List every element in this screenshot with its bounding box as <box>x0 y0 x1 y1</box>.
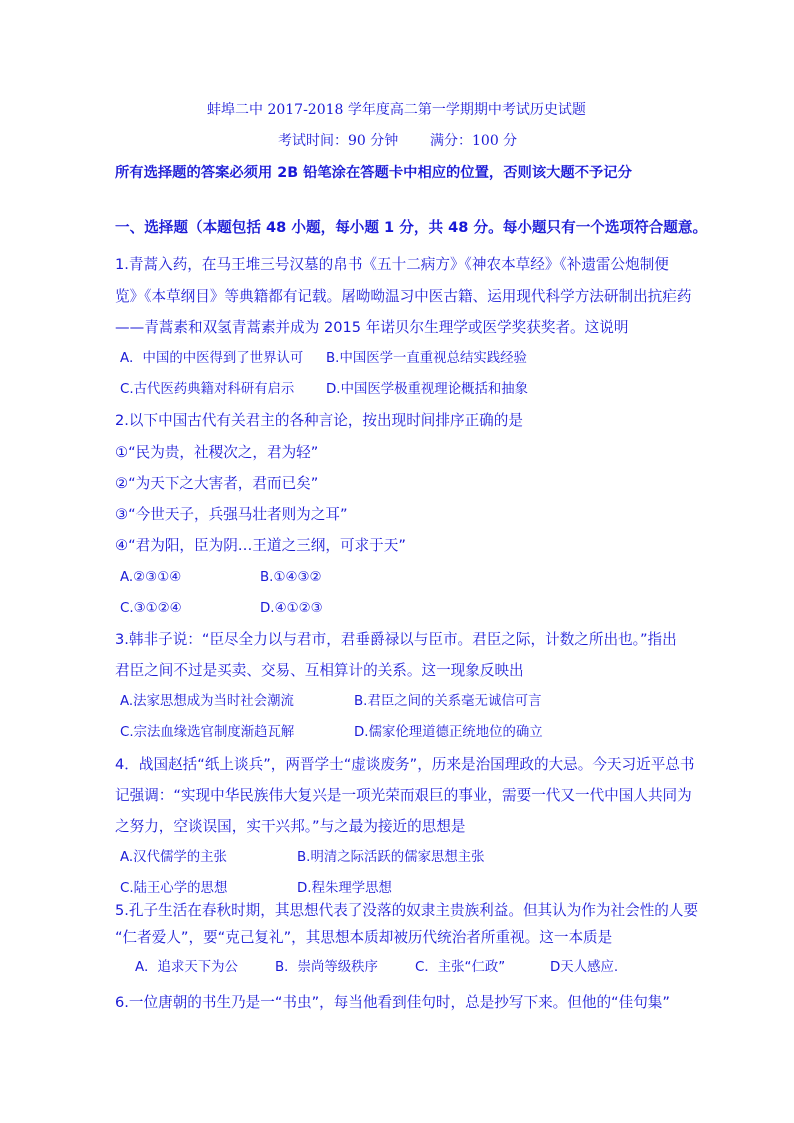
question-1-line-3: ——青蒿素和双氢青蒿素并成为 2015 年诺贝尔生理学或医学奖获奖者。这说明 <box>115 319 629 336</box>
section-heading: 一、选择题（本题包括 48 小题，每小题 1 分，共 48 分。每小题只有一个选项符合题意。 <box>115 219 708 236</box>
question-2-option-c: C.③①②④ <box>120 601 182 616</box>
exam-time: 考试时间：90 分钟 <box>278 133 399 149</box>
question-2-statement-3: ③“今世天子，兵强马壮者则为之耳” <box>115 506 348 523</box>
exam-score: 满分：100 分 <box>430 133 518 149</box>
question-2-statement-2: ②“为天下之大害者，君而已矣” <box>115 475 319 492</box>
question-2-option-a: A.②③①④ <box>120 570 182 585</box>
question-5-line-2: “仁者爱人”，要“克己复礼”，其思想本质却被历代统治者所重视。这一本质是 <box>115 929 613 946</box>
question-1-option-c: C.古代医药典籍对科研有启示 <box>120 382 295 397</box>
question-4-line-1: 4．战国赵括“纸上谈兵”，两晋学士“虚谈废务”，历来是治国理政的大忌。今天习近平总书 <box>115 756 695 773</box>
question-4-option-a: A.汉代儒学的主张 <box>120 850 227 865</box>
question-5-option-b: B．崇尚等级秩序 <box>275 960 378 975</box>
question-1-line-1: 1.青蒿入药，在马王堆三号汉墓的帛书《五十二病方》《神农本草经》《补遗雷公炮制便 <box>115 256 669 273</box>
question-2-statement-4: ④“君为阳，臣为阴…王道之三纲，可求于天” <box>115 537 406 554</box>
question-3-line-2: 君臣之间不过是买卖、交易、互相算计的关系。这一现象反映出 <box>115 662 524 679</box>
question-2-line-1: 2.以下中国古代有关君主的各种言论，按出现时间排序正确的是 <box>115 412 523 429</box>
question-4-option-c: C.陆王心学的思想 <box>120 881 228 896</box>
question-1-option-d: D.中国医学极重视理论概括和抽象 <box>326 382 529 397</box>
question-1-option-a: A．中国的中医得到了世界认可 <box>120 351 304 366</box>
exam-title: 蚌埠二中 2017-2018 学年度高二第一学期期中考试历史试题 <box>207 102 586 118</box>
question-3-line-1: 3.韩非子说：“臣尽全力以与君市，君垂爵禄以与臣市。君臣之际，计数之所出也。”指出 <box>115 631 677 648</box>
question-5-line-1: 5.孔子生活在春秋时期，其思想代表了没落的奴隶主贵族利益。但其认为作为社会性的人要 <box>115 902 699 919</box>
question-1-option-b: B.中国医学一直重视总结实践经验 <box>326 351 527 366</box>
question-2-statement-1: ①“民为贵，社稷次之，君为轻” <box>115 444 319 461</box>
question-4-option-d: D.程朱理学思想 <box>297 881 392 896</box>
question-5-option-c: C．主张“仁政” <box>415 960 506 975</box>
question-4-line-2: 记强调：“实现中华民族伟大复兴是一项光荣而艰巨的事业，需要一代又一代中国人共同为 <box>115 787 692 804</box>
question-1-line-2: 览》《本草纲目》等典籍都有记载。屠呦呦温习中医古籍、运用现代科学方法研制出抗疟药 <box>115 288 692 305</box>
question-3-option-a: A.法家思想成为当时社会潮流 <box>120 694 294 709</box>
question-4-line-3: 之努力，空谈误国，实干兴邦。”与之最为接近的思想是 <box>115 818 466 835</box>
question-3-option-b: B.君臣之间的关系毫无诚信可言 <box>354 694 542 709</box>
question-4-option-b: B.明清之际活跃的儒家思想主张 <box>297 850 485 865</box>
question-6-line-1: 6.一位唐朝的书生乃是一“书虫”，每当他看到佳句时，总是抄写下来。但他的“佳句集” <box>115 994 670 1011</box>
question-2-option-d: D.④①②③ <box>260 601 323 616</box>
question-3-option-c: C.宗法血缘选官制度渐趋瓦解 <box>120 725 295 740</box>
question-5-option-a: A．追求天下为公 <box>135 960 238 975</box>
question-2-option-b: B.①④③② <box>260 570 322 585</box>
question-5-option-d: D天人感应. <box>550 960 619 975</box>
question-3-option-d: D.儒家伦理道德正统地位的确立 <box>354 725 543 740</box>
answer-notice: 所有选择题的答案必须用 2B 铅笔涂在答题卡中相应的位置，否则该大题不予记分 <box>115 165 632 181</box>
